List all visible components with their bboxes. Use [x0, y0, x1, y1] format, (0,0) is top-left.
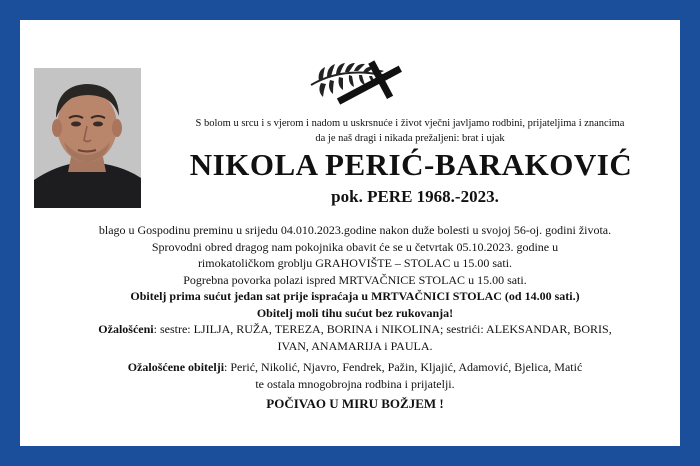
deceased-name: NIKOLA PERIĆ-BARAKOVIĆ [189, 147, 633, 182]
body-line: Sprovodni obred dragog nam pokojnika obavit će se u četvrtak 05.10.2023. godine u [151, 239, 559, 254]
mourners-line-2: IVAN, ANAMARIJA i PAULA. [277, 338, 433, 353]
no-handshake-note: Obitelj moli tihu sućut bez rukovanja! [256, 305, 454, 320]
body-line: Pogrebna povorka polazi ispred MRTVAČNICE STOLAC u 15.00 sati. [183, 272, 527, 287]
families-label: Ožalošćene obitelji [127, 360, 225, 374]
families-line-2: te ostala mnogobrojna rodbina i prijatelji. [255, 376, 455, 391]
families-text: : Perić, Nikolić, Njavro, Fendrek, Pažin, Kljajić, Adamović, Bjelica, Matić [224, 360, 583, 374]
intro-line: S bolom u srcu i s vjerom i nadom u uskrsnuće i život vječni javljamo rodbini, prijateljima i znancima [195, 118, 625, 129]
portrait-illustration [34, 68, 141, 208]
families-line [40, 359, 670, 376]
portrait-photo [34, 68, 141, 208]
mourners-line [40, 321, 670, 338]
mourners-text: : sestre: LJILJA, RUŽA, TEREZA, BORINA i NIKOLINA; sestrići: ALEKSANDAR, BORIS, [153, 322, 612, 336]
deceased-subtitle: pok. PERE 1968.-2023. [331, 187, 499, 206]
condolence-note: Obitelj prima sućut jedan sat prije ispraćaja u MRTVAČNICI STOLAC (od 14.00 sati.) [130, 289, 580, 303]
intro-line: da je naš dragi i nikada prežaljeni: brat i ujak [315, 133, 505, 144]
body-line: blago u Gospodinu preminu u srijedu 04.010.2023.godine nakon duže bolesti u svojoj 56-oj. godini života. [98, 223, 612, 237]
closing-text: POČIVAO U MIRU BOŽJEM ! [266, 396, 444, 411]
mourners-label: Ožalošćeni [98, 322, 154, 336]
cross-with-palm-icon [305, 55, 425, 115]
notice-body [40, 222, 670, 413]
obituary-card [20, 20, 680, 446]
intro-text [150, 116, 670, 146]
body-line: rimokatoličkom groblju GRAHOVIŠTE – STOLAC u 15.00 sati. [197, 256, 513, 270]
